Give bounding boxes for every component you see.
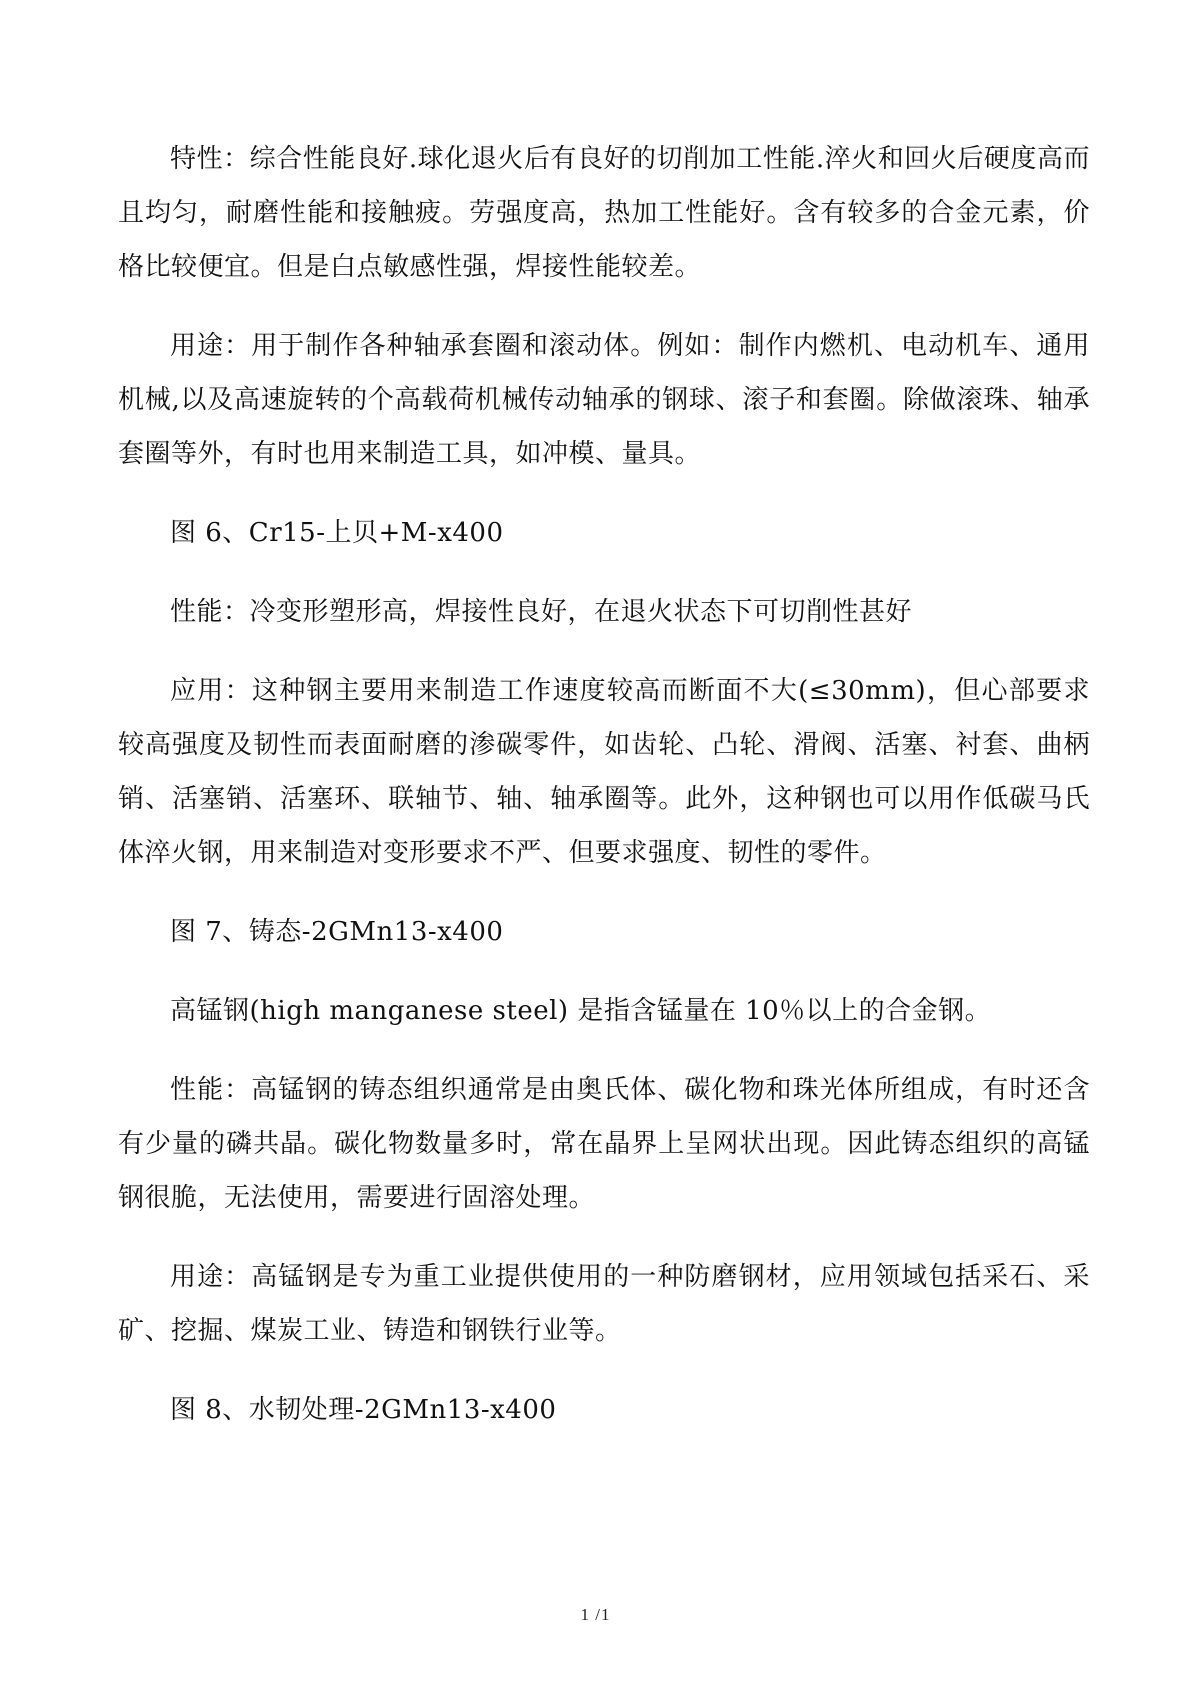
page-number: 1 /1 xyxy=(580,1605,611,1624)
document-body xyxy=(118,132,1090,1462)
figure-caption-6: 图 6、Cr15-上贝+M-x400 xyxy=(170,518,504,548)
figure-caption-8: 图 8、水韧处理-2GMn13-x400 xyxy=(170,1395,557,1425)
paragraph-application: 应用：这种钢主要用来制造工作速度较高而断面不大(≤30mm)，但心部要求较高强度及韧性而表面耐磨的渗碳零件，如齿轮、凸轮、滑阀、活塞、衬套、曲柄销、活塞销、活塞环、联轴节、轴、轴承圈等。此外，这种钢也可以用作低碳马氏体淬火钢，用来制造对变形要求不严、但要求强度、韧性的零件。 xyxy=(118,676,1090,868)
paragraph-uses: 用途：用于制作各种轴承套圈和滚动体。例如：制作内燃机、电动机车、通用机械,以及高速旋转的个高载荷机械传动轴承的钢球、滚子和套圈。除做滚珠、轴承套圈等外，有时也用来制造工具，如冲模、量具。 xyxy=(118,331,1090,469)
paragraph-performance: 性能：冷变形塑形高，焊接性良好，在退火状态下可切削性甚好 xyxy=(170,597,913,627)
paragraph-high-manganese-definition: 高锰钢(high manganese steel) 是指含锰量在 10％以上的合金钢。 xyxy=(170,996,992,1026)
paragraph-properties: 特性：综合性能良好.球化退火后有良好的切削加工性能.淬火和回火后硬度高而且均匀，耐磨性能和接触疲。劳强度高，热加工性能好。含有较多的合金元素，价格比较便宜。但是白点敏感性强，焊接性能较差。 xyxy=(118,144,1090,282)
figure-caption-7: 图 7、铸态-2GMn13-x400 xyxy=(170,917,504,947)
paragraph-high-manganese-uses: 用途：高锰钢是专为重工业提供使用的一种防磨钢材，应用领域包括采石、采矿、挖掘、煤炭工业、铸造和钢铁行业等。 xyxy=(118,1262,1090,1346)
paragraph-high-manganese-performance: 性能：高锰钢的铸态组织通常是由奥氏体、碳化物和珠光体所组成，有时还含有少量的磷共晶。碳化物数量多时，常在晶界上呈网状出现。因此铸态组织的高锰钢很脆，无法使用，需要进行固溶处理。 xyxy=(118,1075,1090,1213)
